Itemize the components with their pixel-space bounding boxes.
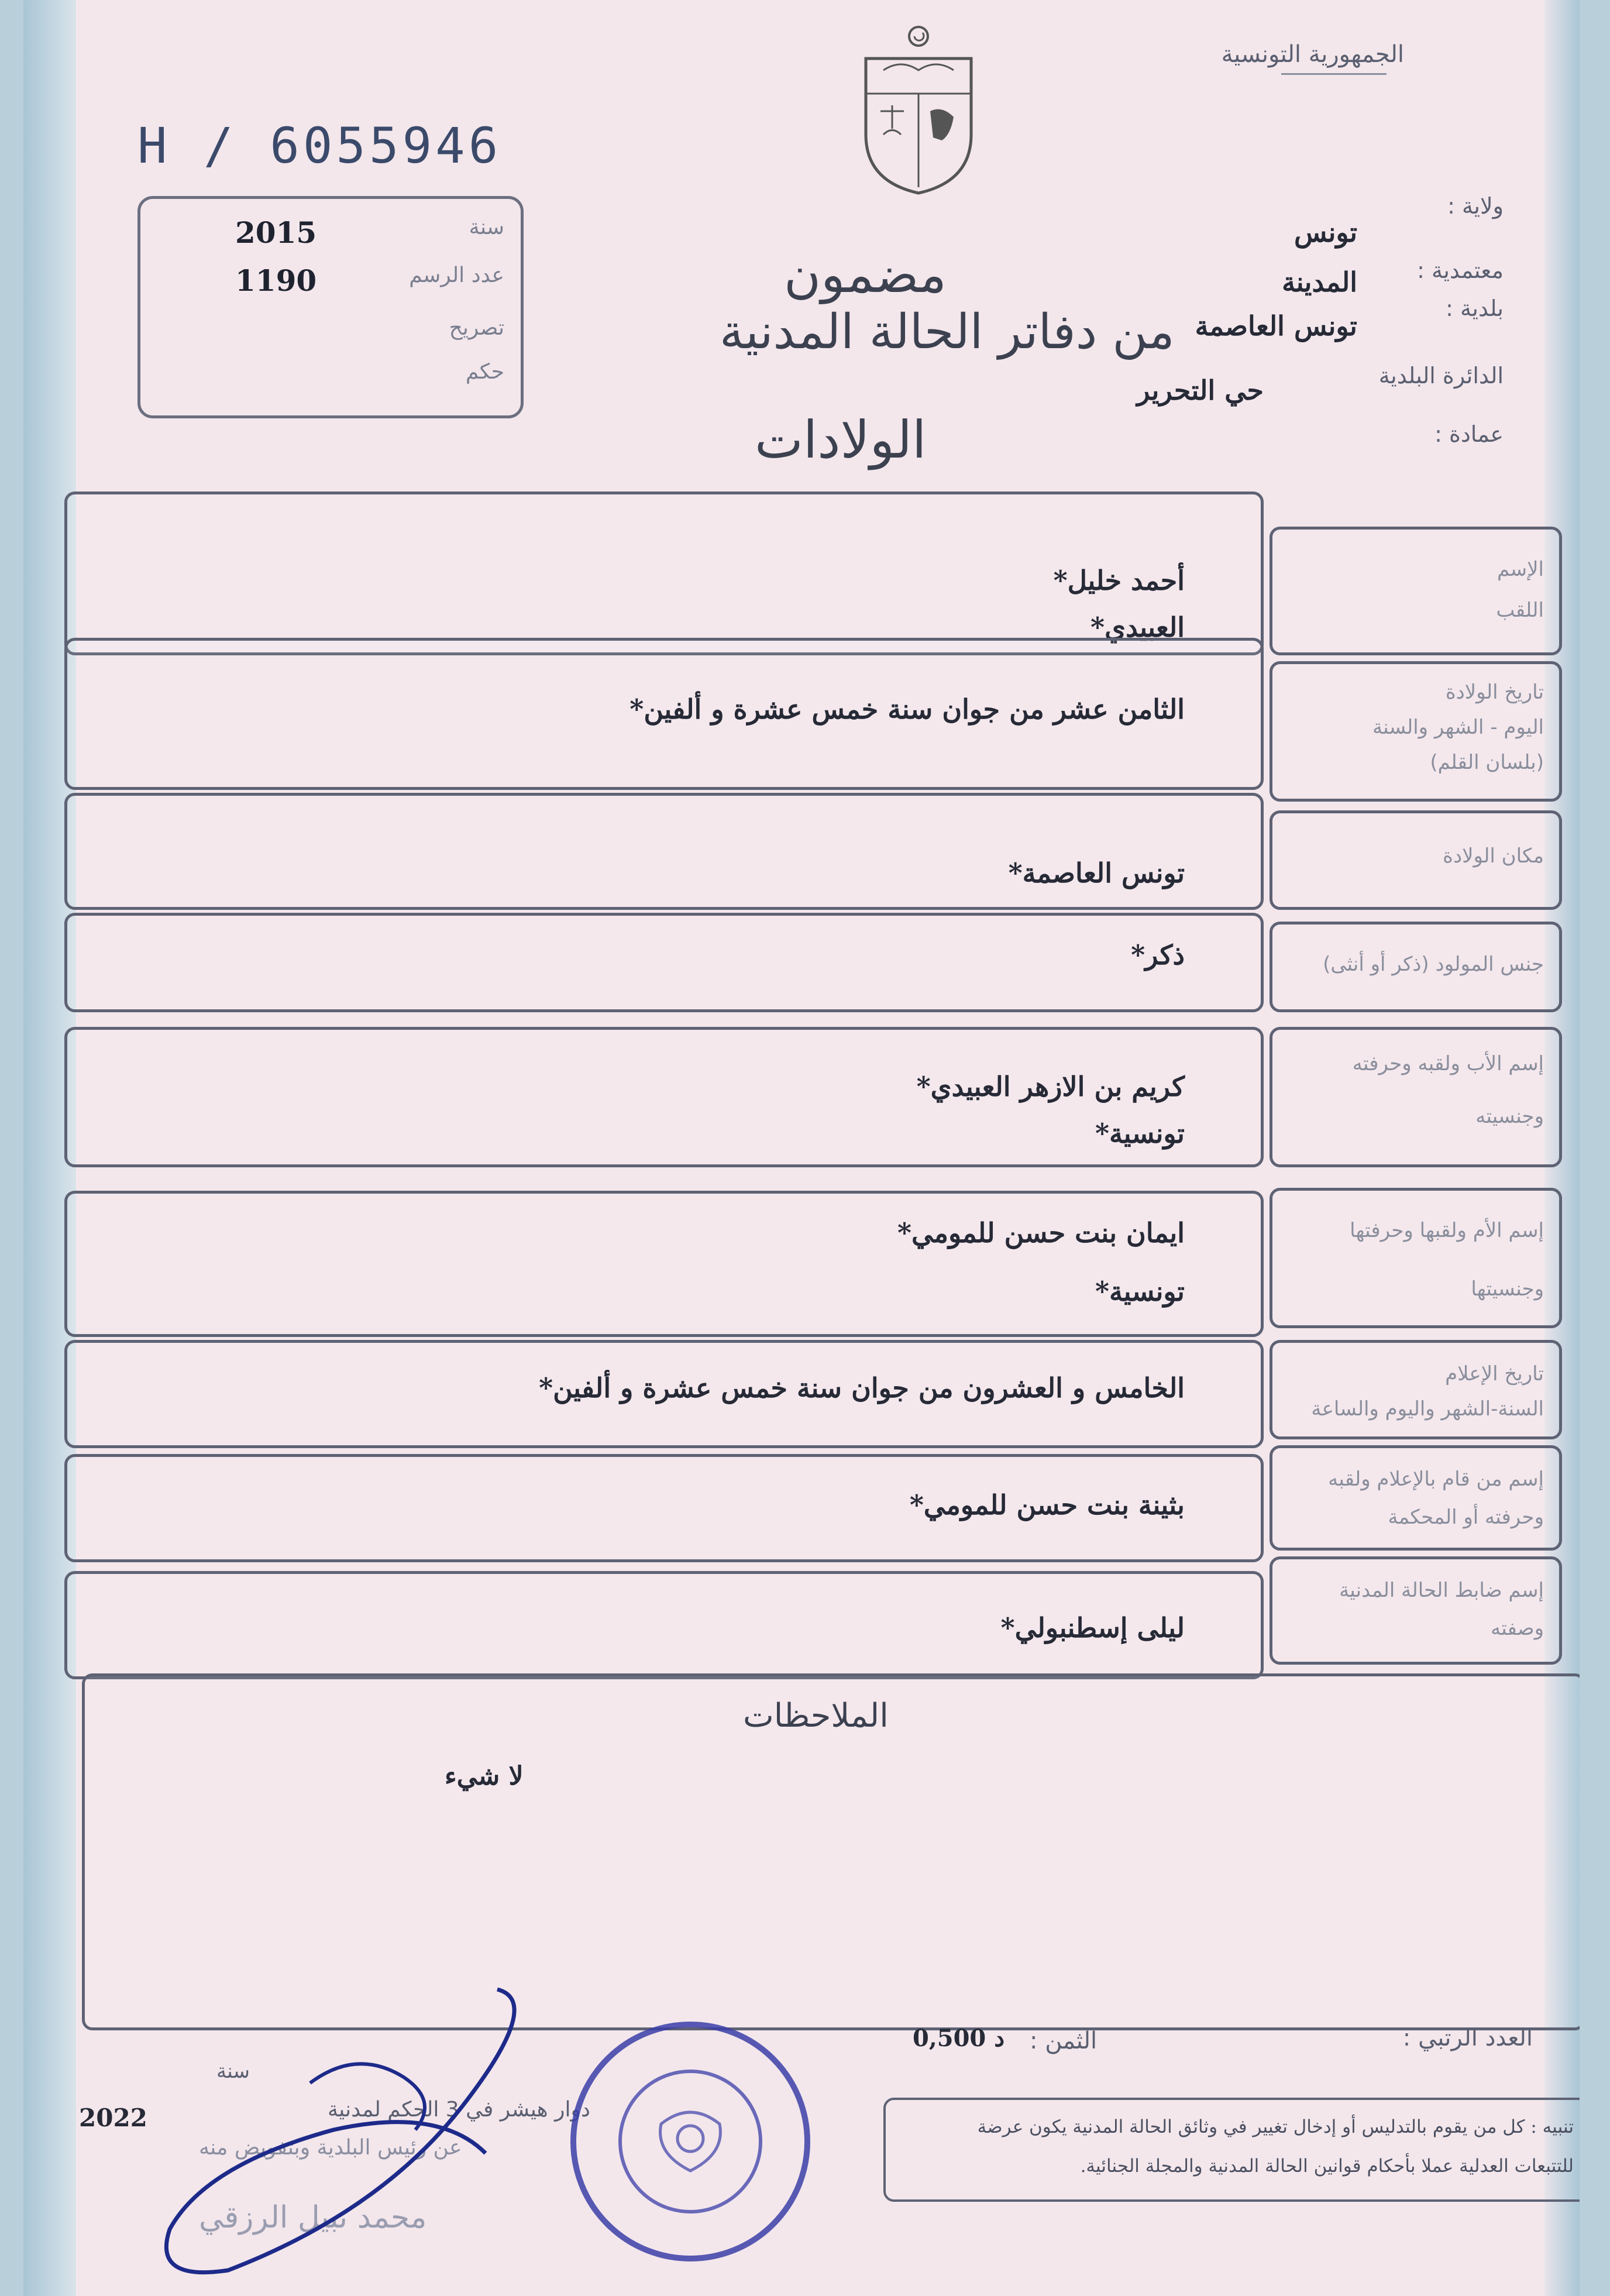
sex-label: جنس المولود (ذكر أو أنثى) — [1323, 953, 1544, 976]
footer-year-label: سنة — [216, 2060, 250, 2083]
sex-value: ذكر* — [1131, 939, 1185, 971]
dob-label: تاريخ الولادة — [1445, 680, 1544, 704]
mother-label-cell — [1270, 1188, 1562, 1328]
delegation-value: المدينة — [1282, 266, 1357, 298]
declarant-label-cell — [1270, 1445, 1562, 1551]
reference-box — [137, 196, 524, 418]
sector-label: عمادة : — [1434, 421, 1504, 447]
signer-name: محمد نبيل الرزقي — [199, 2200, 427, 2235]
warning-line-1: تنبيه : كل من يقوم بالتدليس أو إدخال تغيير في وثائق الحالة المدنية يكون عرضة — [977, 2116, 1574, 2137]
father-nationality-label: وجنسيته — [1475, 1105, 1544, 1128]
father-label: إسم الأب ولقبه وحرفته — [1352, 1052, 1544, 1075]
district-value: حي التحرير — [1137, 374, 1264, 406]
republic-header: الجمهورية التونسية — [1221, 41, 1404, 68]
mother-label: إسم الأم ولقبها وحرفتها — [1350, 1219, 1544, 1242]
document-paper — [23, 0, 1580, 2296]
republic-underline — [1281, 73, 1387, 75]
officer-label: إسم ضابط الحالة المدنية — [1339, 1579, 1544, 1602]
mother-nationality-label: وجنسيتها — [1471, 1277, 1544, 1301]
governorate-value: تونس — [1293, 216, 1357, 248]
record-number-value: 1190 — [235, 263, 317, 298]
ordinal-number-label: العدد الرتبي : — [1402, 2025, 1533, 2051]
pob-label-cell — [1270, 810, 1562, 910]
declaration-date-sublabel: السنة-الشهر واليوم والساعة — [1311, 1397, 1544, 1421]
dob-sublabel: اليوم - الشهر والسنة — [1372, 716, 1544, 739]
pob-value: تونس العاصمة* — [1008, 857, 1185, 889]
footer-authority-line: عن رئيس البلدية وبتفويض منه — [199, 2136, 462, 2160]
officer-value-cell — [64, 1571, 1264, 1679]
governorate-label: ولاية : — [1447, 193, 1504, 219]
mother-nationality-value: تونسية* — [1095, 1276, 1185, 1307]
name-value-cell — [64, 491, 1264, 655]
handwritten-signature-icon — [135, 1978, 579, 2282]
father-label-cell — [1270, 1027, 1562, 1167]
document-subtitle: من دفاتر الحالة المدنية — [720, 304, 1175, 360]
price-value: 0,500 د — [913, 2025, 1004, 2052]
footer-place-line: دوار هيشر في 3 الحكم لمدنية — [328, 2098, 590, 2122]
dob-label-cell — [1270, 661, 1562, 802]
name-label-cell — [1270, 527, 1562, 655]
father-value: كريم بن الازهر العبيدي* — [916, 1071, 1185, 1102]
declaration-date-label-cell — [1270, 1340, 1562, 1439]
officer-label-cell — [1270, 1556, 1562, 1665]
declaration-date-value: الخامس و العشرون من جوان سنة خمس عشرة و ألفين* — [539, 1372, 1185, 1404]
record-number-label: عدد الرسم — [409, 263, 504, 287]
officer-sublabel: وصفته — [1491, 1617, 1544, 1640]
first-name-value: أحمد خليل* — [1053, 565, 1185, 596]
dob-value: الثامن عشر من جوان سنة خمس عشرة و ألفين* — [629, 693, 1185, 725]
mother-value-cell — [64, 1191, 1264, 1337]
tunisia-coat-of-arms-icon — [854, 23, 983, 199]
father-value-cell — [64, 1027, 1264, 1167]
document-title: مضمون — [784, 246, 947, 304]
declaration-label: تصريح — [449, 316, 504, 340]
notes-value: لا شيء — [445, 1761, 524, 1791]
births-heading: الولادات — [755, 410, 927, 470]
serial-number: H / 6055946 — [137, 117, 502, 174]
dob-value-cell — [64, 638, 1264, 790]
mother-value: ايمان بنت حسن للمومي* — [897, 1217, 1185, 1249]
pob-value-cell — [64, 793, 1264, 910]
father-nationality-value: تونسية* — [1095, 1118, 1185, 1149]
declarant-label: إسم من قام بالإعلام ولقبه — [1328, 1467, 1544, 1491]
sex-label-cell — [1270, 922, 1562, 1012]
price-label: الثمن : — [1030, 2027, 1098, 2054]
warning-box — [883, 2098, 1580, 2202]
pob-label: مكان الولادة — [1443, 844, 1544, 868]
dob-note: (بلسان القلم) — [1430, 751, 1544, 774]
officer-value: ليلى إسطنبولي* — [1000, 1612, 1185, 1644]
municipality-value: تونس العاصمة — [1195, 310, 1357, 342]
municipality-label: بلدية : — [1446, 295, 1504, 321]
declarant-sublabel: وحرفته أو المحكمة — [1388, 1506, 1544, 1529]
declaration-date-value-cell — [64, 1340, 1264, 1448]
declarant-value-cell — [64, 1454, 1264, 1562]
surname-value: العبيدي* — [1090, 611, 1185, 643]
declarant-value: بثينة بنت حسن للمومي* — [909, 1489, 1185, 1521]
declaration-date-label: تاريخ الإعلام — [1445, 1362, 1544, 1386]
district-label: الدائرة البلدية — [1378, 363, 1504, 389]
delegation-label: معتمدية : — [1417, 257, 1504, 283]
sex-value-cell — [64, 913, 1264, 1012]
official-stamp-icon — [562, 2013, 819, 2270]
warning-line-2: للتتبعات العدلية عملا بأحكام قوانين الحالة المدنية والمجلة الجنائية. — [1080, 2156, 1574, 2177]
notes-title: الملاحظات — [743, 1697, 889, 1735]
surname-label-text: اللقب — [1496, 599, 1544, 622]
year-value: 2015 — [235, 215, 317, 250]
year-label: سنة — [469, 215, 504, 239]
judgment-label: حكم — [465, 360, 504, 384]
footer-year-value: 2022 — [79, 2103, 147, 2132]
name-label: الإسم — [1497, 558, 1544, 581]
